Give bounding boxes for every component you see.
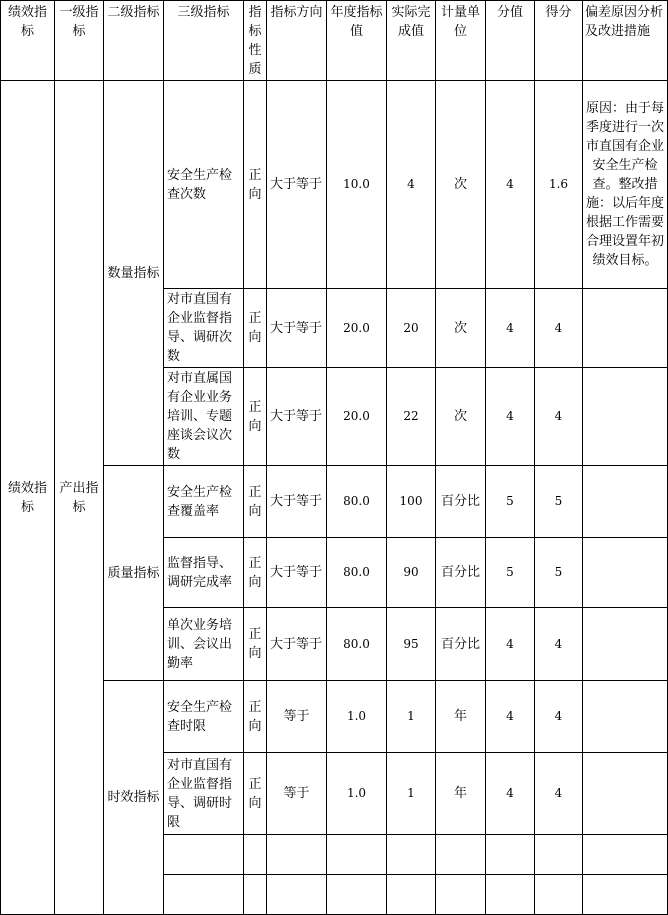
indicator-nature: 正向 [244, 368, 267, 466]
header-row [1, 1, 668, 81]
header-level1: 一级指标 [55, 1, 104, 81]
indicator-remark [583, 753, 668, 835]
indicator-nature: 正向 [244, 681, 267, 753]
indicator-score: 4 [535, 608, 583, 681]
indicator-unit: 次 [436, 368, 486, 466]
indicator-actual: 100 [387, 466, 436, 538]
indicator-actual: 90 [387, 538, 436, 608]
indicator-score-value: 4 [486, 753, 535, 835]
indicator-remark [583, 608, 668, 681]
header-target: 年度指标值 [327, 1, 387, 81]
indicator-target: 10.0 [327, 81, 387, 289]
indicator-unit: 百分比 [436, 608, 486, 681]
indicator-nature: 正向 [244, 753, 267, 835]
indicator-direction: 大于等于 [267, 368, 327, 466]
indicator-score: 5 [535, 538, 583, 608]
indicator-target: 1.0 [327, 753, 387, 835]
indicator-target: 80.0 [327, 608, 387, 681]
quantity-group-cell: 数量指标 [104, 81, 164, 466]
perf-group-cell: 绩效指标 [1, 81, 55, 915]
indicator-score-value: 5 [486, 538, 535, 608]
indicator-remark [583, 538, 668, 608]
indicator-score: 1.6 [535, 81, 583, 289]
indicator-direction: 大于等于 [267, 289, 327, 368]
indicator-actual: 22 [387, 368, 436, 466]
indicator-actual: 95 [387, 608, 436, 681]
indicator-nature: 正向 [244, 608, 267, 681]
indicator-nature: 正向 [244, 466, 267, 538]
indicator-name: 对市直属国有企业业务培训、专题座谈会议次数 [164, 368, 244, 466]
header-remark: 偏差原因分析及改进措施 [583, 1, 668, 81]
indicator-score: 4 [535, 289, 583, 368]
header-actual: 实际完成值 [387, 1, 436, 81]
indicator-score-value: 5 [486, 466, 535, 538]
indicator-score-value: 4 [486, 608, 535, 681]
indicator-unit: 百分比 [436, 466, 486, 538]
indicator-direction: 大于等于 [267, 608, 327, 681]
level1-group-cell: 产出指标 [55, 81, 104, 915]
indicator-target: 1.0 [327, 681, 387, 753]
indicator-score: 4 [535, 681, 583, 753]
indicator-nature: 正向 [244, 289, 267, 368]
indicator-name: 安全生产检查时限 [164, 681, 244, 753]
indicator-actual: 1 [387, 753, 436, 835]
indicator-score: 4 [535, 368, 583, 466]
header-level3: 三级指标 [164, 1, 244, 81]
timeliness-group-cell: 时效指标 [104, 681, 164, 915]
indicator-actual: 20 [387, 289, 436, 368]
indicator-actual: 4 [387, 81, 436, 289]
indicator-name: 安全生产检查次数 [164, 81, 244, 289]
indicator-score-value: 4 [486, 289, 535, 368]
quality-group-cell: 质量指标 [104, 466, 164, 681]
indicator-score-value: 4 [486, 681, 535, 753]
header-perf: 绩效指标 [1, 1, 55, 81]
indicator-score-value: 4 [486, 368, 535, 466]
indicator-score: 5 [535, 466, 583, 538]
indicator-actual: 1 [387, 681, 436, 753]
header-unit: 计量单位 [436, 1, 486, 81]
header-level2: 二级指标 [104, 1, 164, 81]
indicator-nature: 正向 [244, 538, 267, 608]
indicator-score-value: 4 [486, 81, 535, 289]
header-direction: 指标方向 [267, 1, 327, 81]
indicator-direction: 大于等于 [267, 81, 327, 289]
indicator-target: 80.0 [327, 538, 387, 608]
indicator-name: 单次业务培训、会议出勤率 [164, 608, 244, 681]
indicator-name: 对市直国有企业监督指导、调研次数 [164, 289, 244, 368]
indicator-target: 20.0 [327, 368, 387, 466]
header-nature: 指标性质 [244, 1, 267, 81]
indicator-name: 对市直国有企业监督指导、调研时限 [164, 753, 244, 835]
indicator-unit: 年 [436, 753, 486, 835]
indicator-remark [583, 466, 668, 538]
indicator-remark [583, 681, 668, 753]
table-row [1, 81, 668, 289]
indicator-remark: 原因：由于每季度进行一次市直国有企业安全生产检查。整改措施：以后年度根据工作需要合理设置年初绩效目标。 [583, 81, 668, 289]
indicator-name: 安全生产检查覆盖率 [164, 466, 244, 538]
indicator-direction: 等于 [267, 753, 327, 835]
indicator-score: 4 [535, 753, 583, 835]
header-score-value: 分值 [486, 1, 535, 81]
indicator-direction: 大于等于 [267, 466, 327, 538]
indicator-direction: 等于 [267, 681, 327, 753]
indicator-remark [583, 289, 668, 368]
header-score: 得分 [535, 1, 583, 81]
indicator-unit: 年 [436, 681, 486, 753]
indicator-target: 80.0 [327, 466, 387, 538]
indicator-unit: 次 [436, 81, 486, 289]
indicator-unit: 次 [436, 289, 486, 368]
indicator-target: 20.0 [327, 289, 387, 368]
indicator-remark [583, 368, 668, 466]
indicator-direction: 大于等于 [267, 538, 327, 608]
indicator-unit: 百分比 [436, 538, 486, 608]
indicator-name: 监督指导、调研完成率 [164, 538, 244, 608]
indicator-nature: 正向 [244, 81, 267, 289]
